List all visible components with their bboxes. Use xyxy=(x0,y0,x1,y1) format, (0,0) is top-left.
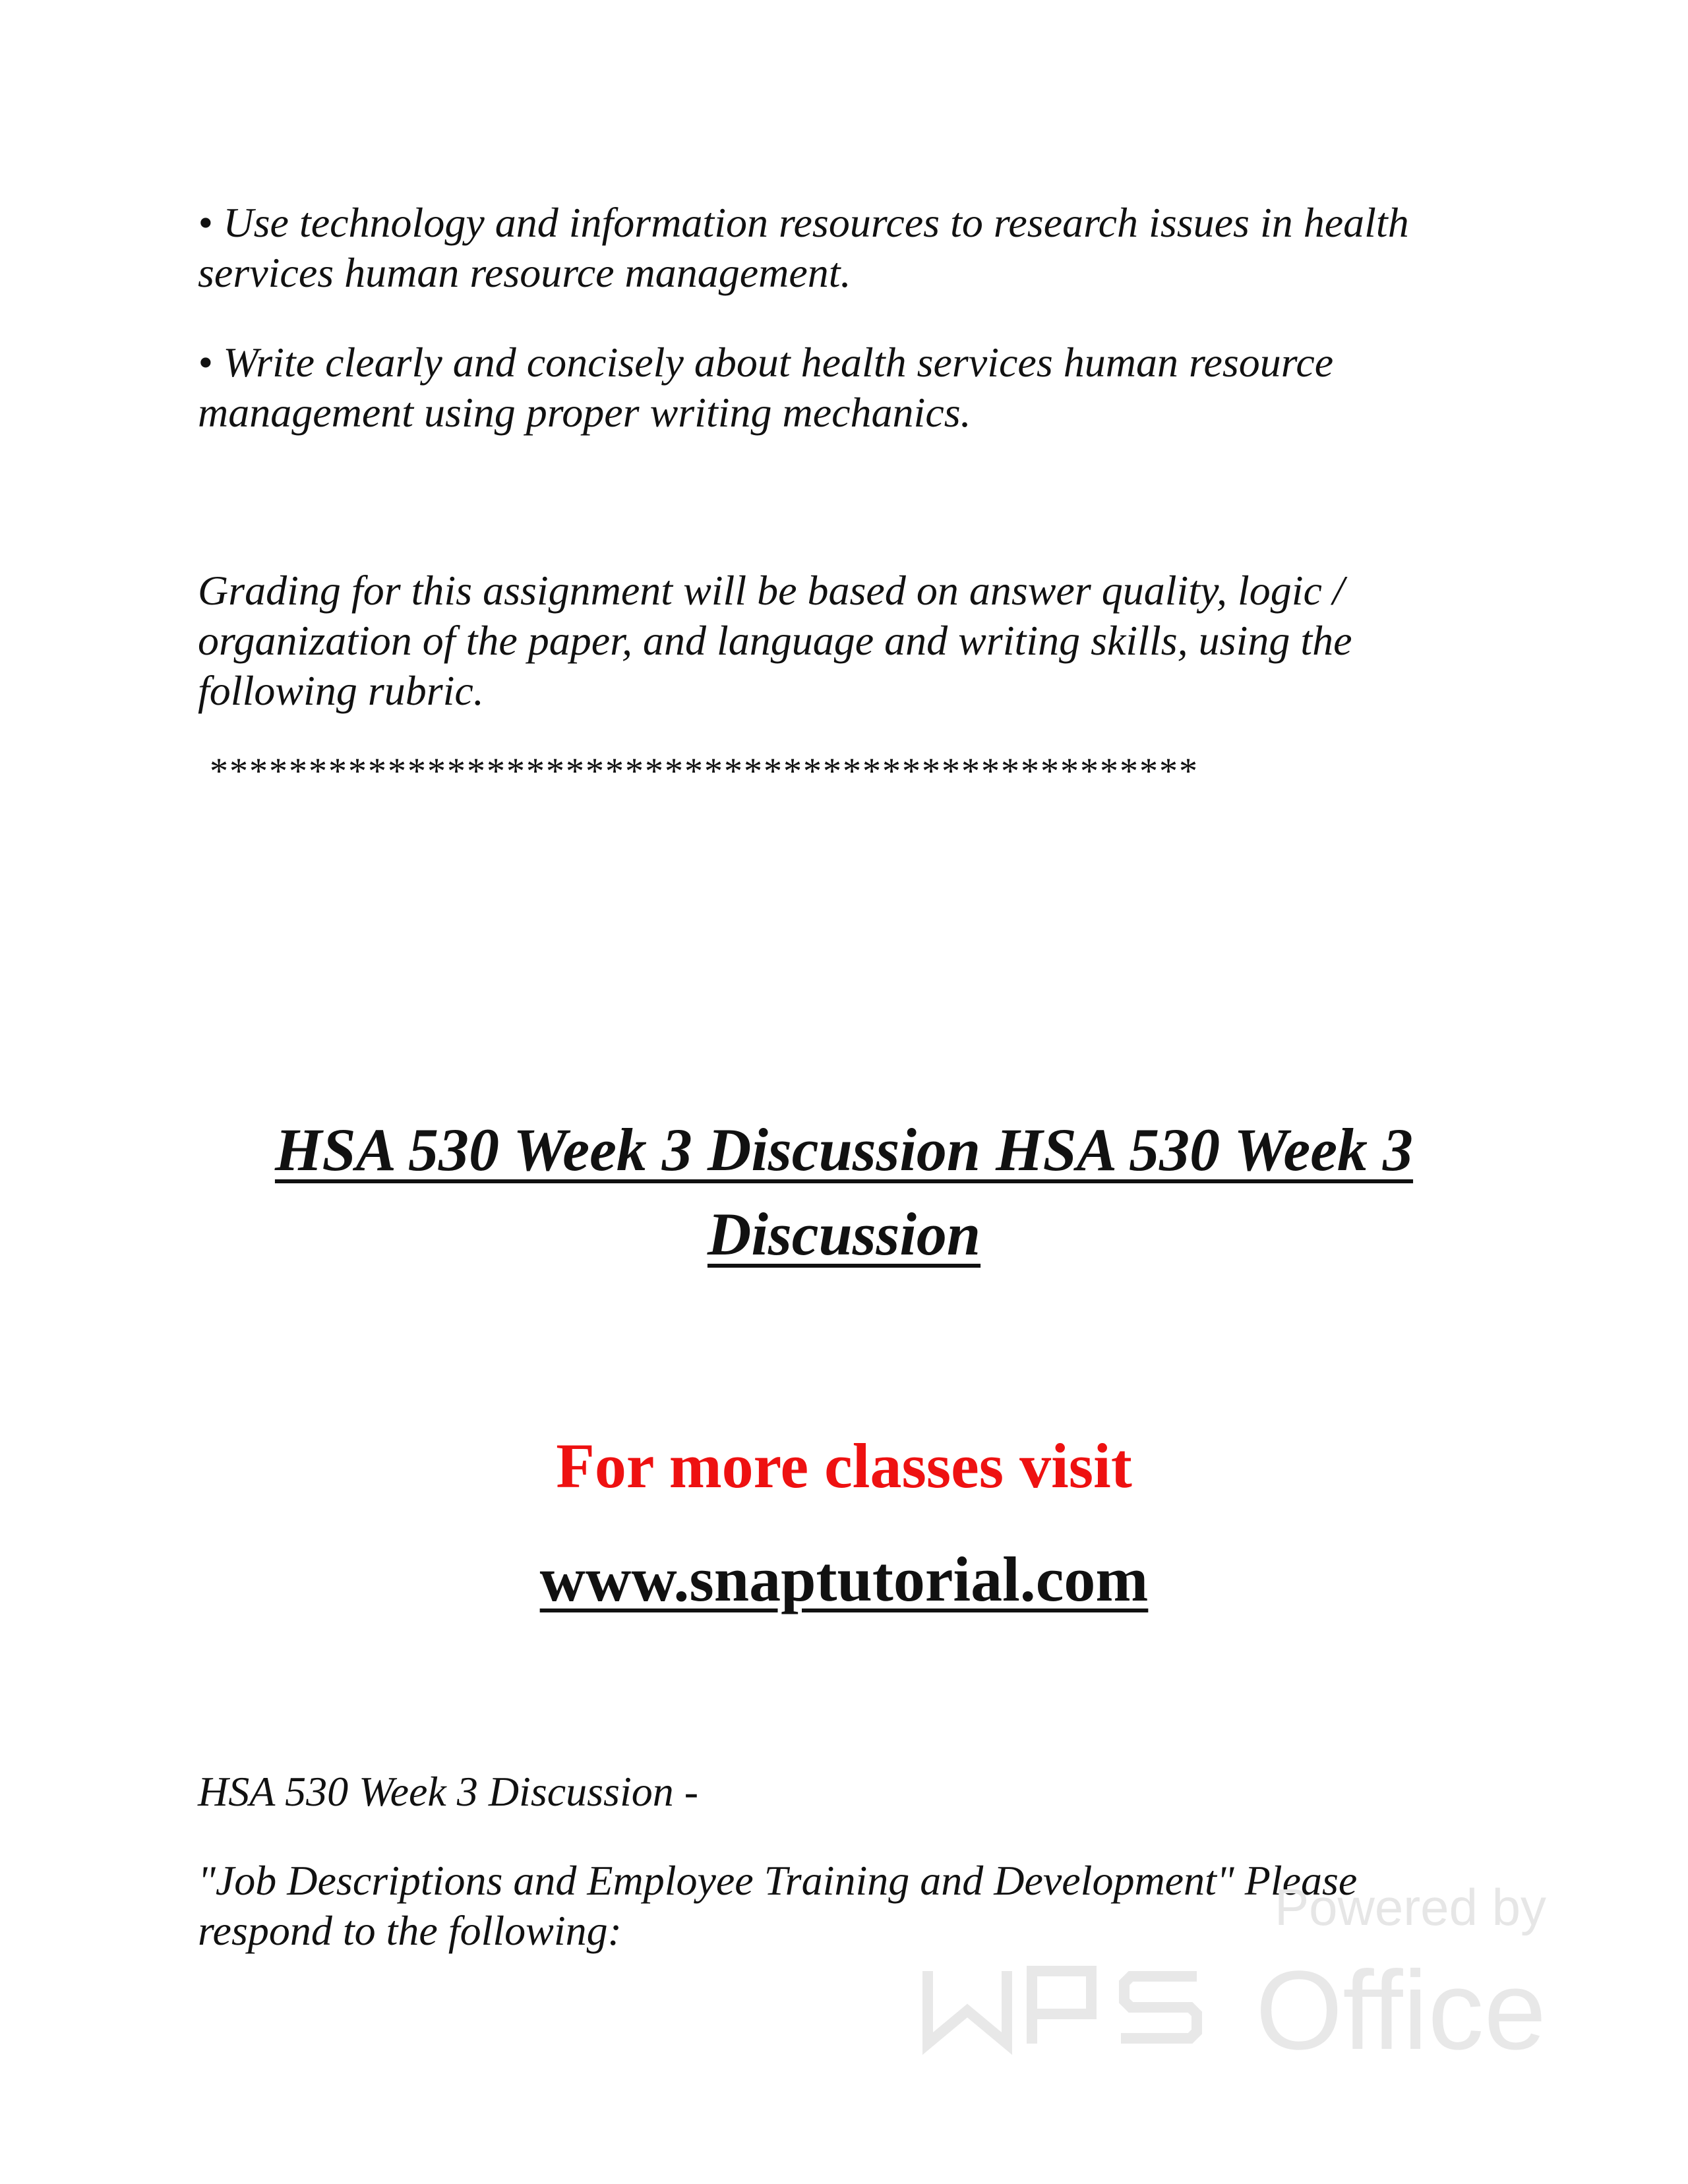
grading-line: organization of the paper, and language and writing skills, using the xyxy=(198,617,1352,664)
document-heading xyxy=(198,1107,1490,1276)
grading-line: Grading for this assignment will be based on answer quality, logic / xyxy=(198,567,1344,614)
objective-bullet-technology xyxy=(198,198,1530,298)
bullet-line: • Write clearly and concisely about health services human resource xyxy=(198,339,1334,386)
prompt-line: respond to the following: xyxy=(198,1907,622,1954)
grading-line: following rubric. xyxy=(198,667,484,714)
heading-line: HSA 530 Week 3 Discussion HSA 530 Week 3 xyxy=(274,1116,1414,1183)
bullet-line: management using proper writing mechanics. xyxy=(198,389,971,436)
heading-line: Discussion xyxy=(707,1200,981,1268)
asterisk-separator: ************************************************** xyxy=(210,751,1199,792)
prompt-line: "Job Descriptions and Employee Training and Development" Please xyxy=(198,1857,1358,1904)
grading-paragraph xyxy=(198,566,1530,716)
promo-website-link[interactable]: www.snaptutorial.com xyxy=(539,1544,1149,1614)
bullet-line: • Use technology and information resources to research issues in health xyxy=(198,199,1409,246)
promo-text: For more classes visit xyxy=(556,1431,1132,1501)
watermark-powered-by: Powered by xyxy=(1275,1879,1546,1936)
wps-logo-icon xyxy=(928,1971,1197,2044)
watermark-office: Office xyxy=(1255,1948,1546,2073)
objective-bullet-writing xyxy=(198,338,1530,438)
discussion-title: HSA 530 Week 3 Discussion - xyxy=(198,1768,699,1815)
bullet-line: services human resource management. xyxy=(198,249,851,296)
wps-office-watermark xyxy=(920,1879,1553,2077)
